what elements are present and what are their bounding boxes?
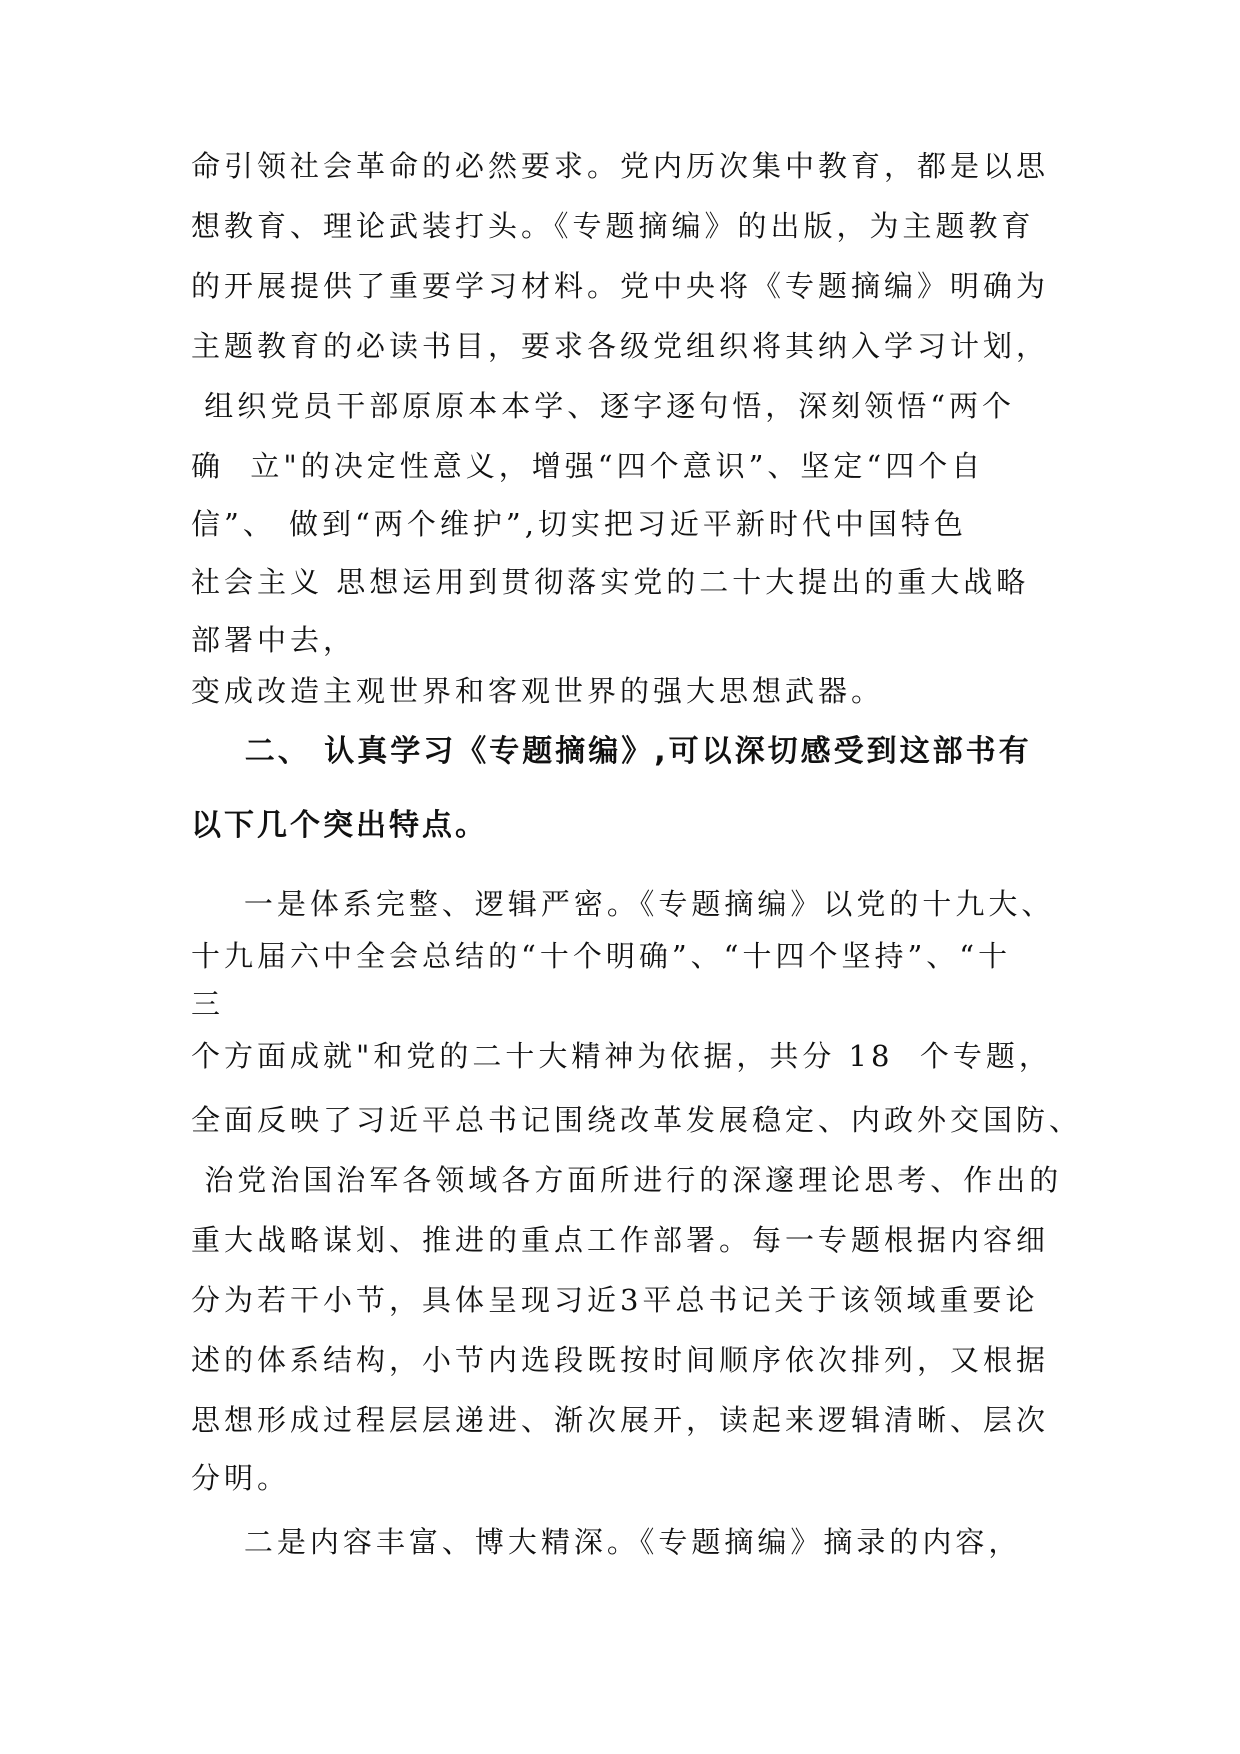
paragraph-line: 的开展提供了重要学习材料。党中央将《专题摘编》明确为	[191, 269, 1050, 303]
paragraph-line: 治党治国治军各领域各方面所进行的深邃理论思考、作出的	[191, 1163, 1063, 1197]
paragraph-line: 部署中去，	[191, 623, 357, 657]
paragraph-line: 分为若干小节，具体呈现习近3平总书记关于该领域重要论	[191, 1283, 1039, 1317]
paragraph-line: 确 立"的决定性意义，增强“四个意识”、坚定“四个自	[191, 449, 985, 483]
paragraph-line: 社会主义 思想运用到贯彻落实党的二十大提出的重大战略	[191, 565, 1030, 599]
paragraph-line: 思想形成过程层层递进、渐次展开，读起来逻辑清晰、层次	[191, 1403, 1050, 1437]
paragraph-line: 组织党员干部原原本本学、逐字逐句悟，深刻领悟“两个	[191, 389, 1016, 423]
section-heading: 二、 认真学习《专题摘编》,可以深切感受到这部书有	[191, 734, 1032, 769]
paragraph-line: 重大战略谋划、推进的重点工作部署。每一专题根据内容细	[191, 1223, 1050, 1257]
paragraph-line: 命引领社会革命的必然要求。党内历次集中教育，都是以思	[191, 149, 1050, 183]
paragraph-line: 一是体系完整、逻辑严密。《专题摘编》以党的十九大、	[191, 887, 1055, 921]
paragraph-line: 二是内容丰富、博大精深。《专题摘编》摘录的内容，	[191, 1525, 1022, 1559]
paragraph-line: 十九届六中全会总结的“十个明确”、“十四个坚持”、“十	[191, 939, 1012, 973]
paragraph-line: 分明。	[191, 1461, 291, 1495]
paragraph-line: 想教育、理论武装打头。《专题摘编》的出版，为主题教育	[191, 209, 1035, 243]
paragraph-line: 三	[191, 987, 225, 1021]
paragraph-line: 个方面成就"和党的二十大精神为依据，共分 18 个专题，	[191, 1039, 1052, 1073]
paragraph-line: 信”、 做到“两个维护”,切实把习近平新时代中国特色	[191, 507, 967, 541]
paragraph-line: 主题教育的必读书目，要求各级党组织将其纳入学习计划，	[191, 329, 1050, 363]
section-heading: 以下几个突出特点。	[191, 808, 488, 843]
paragraph-line: 全面反映了习近平总书记围绕改革发展稳定、内政外交国防、	[191, 1103, 1083, 1137]
paragraph-line: 变成改造主观世界和客观世界的强大思想武器。	[191, 674, 885, 708]
paragraph-line: 述的体系结构，小节内选段既按时间顺序依次排列，又根据	[191, 1343, 1050, 1377]
